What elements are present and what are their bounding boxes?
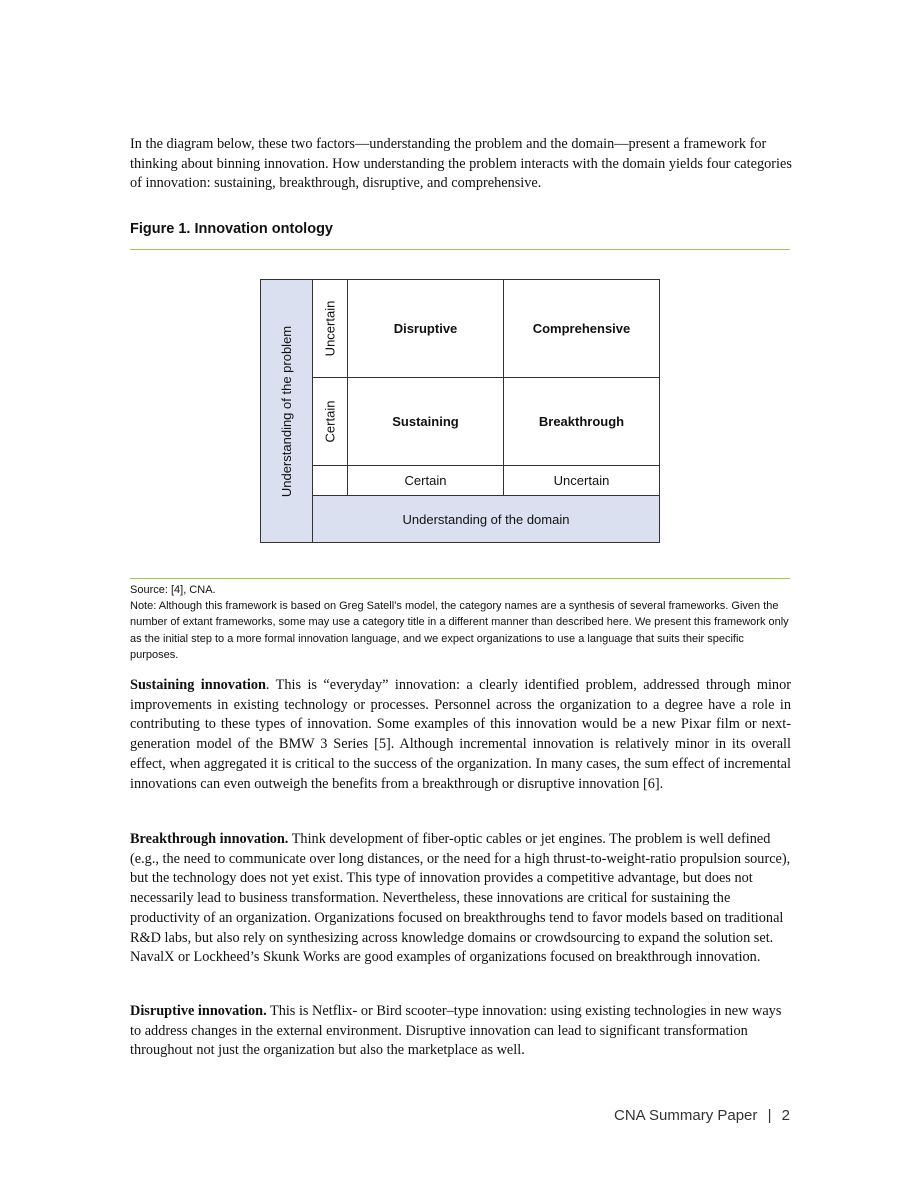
figure-source-notes [130, 582, 795, 663]
col-label-uncertain: Uncertain [503, 465, 660, 496]
figure-source: Source: [4], CNA. [130, 584, 216, 596]
figure-note: Note: Although this framework is based on Greg Satell’s model, the category names are a synthesis of several frameworks. Given the number of extant frameworks, some may use a category title in a different manner than described here. We present this framework only as the initial step to a more formal innovation language, and we expect organizations to use a language that suits their specific purposes. [130, 600, 789, 661]
innovation-ontology-diagram [260, 279, 660, 543]
figure-bottom-rule [130, 578, 790, 579]
quadrant-breakthrough: Breakthrough [503, 377, 660, 466]
intro-paragraph: In the diagram below, these two factors—understanding the problem and the domain—present a framework for thinking about binning innovation. How understanding the problem interacts with the domain yields four categories of innovation: sustaining, breakthrough, disruptive, and comprehensive. [130, 136, 792, 192]
sustaining-text: . This is “everyday” innovation: a clearly identified problem, addressed through minor improvements in existing technology or processes. Personnel across the organization to a degree have a role in contributing to these types of innovation. Some examples of this innovation would be a new Pixar film or next-generation model of the BMW 3 Series [5]. Although incremental innovation is relatively minor in its overall effect, when aggregated it is critical to the success of the organization. In many cases, the sum effect of incremental innovations can even outweigh the benefits from a breakthrough or disruptive innovation [6]. [130, 677, 791, 792]
page-footer [614, 1107, 790, 1124]
breakthrough-heading: Breakthrough innovation. [130, 831, 289, 847]
row-label-uncertain: Uncertain [322, 300, 338, 357]
quadrant-disruptive: Disruptive [347, 279, 504, 378]
disruptive-text: This is Netflix- or Bird scooter–type innovation: using existing technologies in new ways to address changes in the external environment. Disruptive innovation can lead to significant transformation throughout not just the organization but also the marketplace as well. [130, 1003, 782, 1059]
corner-empty-cell [312, 465, 348, 496]
disruptive-heading: Disruptive innovation. [130, 1003, 267, 1019]
sustaining-heading: Sustaining innovation [130, 677, 266, 693]
figure-title: Figure 1. Innovation ontology [130, 221, 333, 237]
footer-separator: | [767, 1107, 772, 1124]
row-label-cell-uncertain [312, 279, 348, 378]
row-label-certain: Certain [322, 400, 338, 443]
x-axis-label: Understanding of the domain [312, 495, 660, 543]
quadrant-sustaining: Sustaining [347, 377, 504, 466]
footer-page-number: 2 [781, 1107, 790, 1124]
disruptive-paragraph [130, 1002, 791, 1061]
y-axis-cell [260, 279, 313, 543]
col-label-certain: Certain [347, 465, 504, 496]
breakthrough-text: Think development of fiber-optic cables or jet engines. The problem is well defined (e.g., the need to communicate over long distances, or the need for a high thrust-to-weight-ratio propulsion source), but the technology does not yet exist. This type of innovation provides a competitive advantage, but does not necessarily lead to business transformation. Nevertheless, these innovations are critical for sustaining the productivity of an organization. Organizations focused on breakthroughs tend to favor models based on traditional R&D labs, but also rely on synthesizing across knowledge domains or crowdsourcing to expand the solution set. NavalX or Lockheed’s Skunk Works are good examples of organizations focused on breakthrough innovation. [130, 831, 791, 966]
sustaining-paragraph [130, 676, 791, 794]
breakthrough-paragraph [130, 830, 791, 968]
quadrant-comprehensive: Comprehensive [503, 279, 660, 378]
row-label-cell-certain [312, 377, 348, 466]
figure-top-rule [130, 249, 790, 250]
footer-publication: CNA Summary Paper [614, 1107, 758, 1124]
y-axis-label: Understanding of the problem [279, 325, 294, 497]
